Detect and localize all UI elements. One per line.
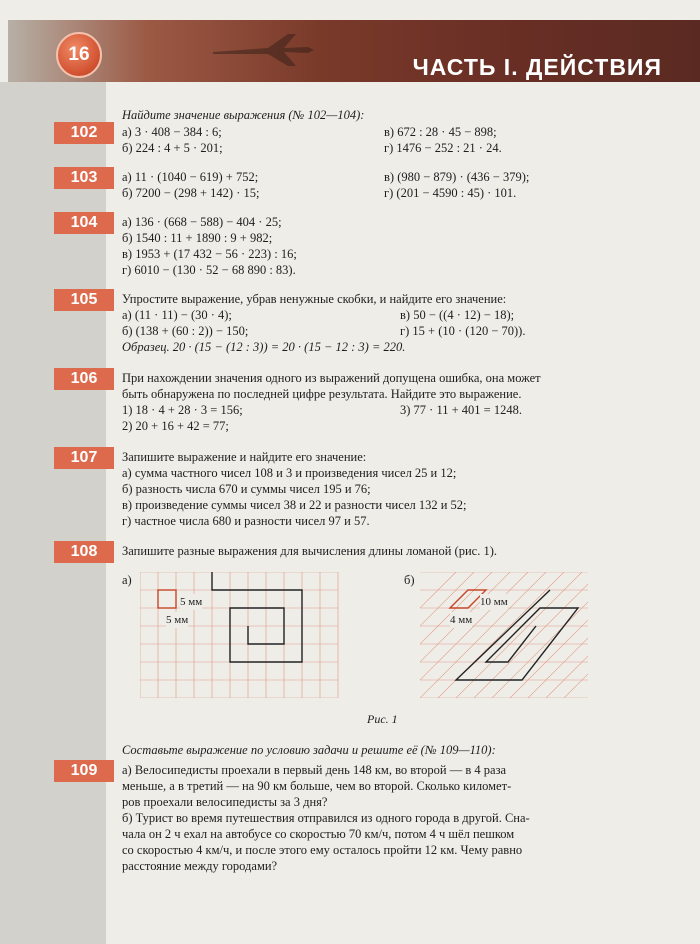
p103-b: б) 7200 − (298 + 142) · 15; bbox=[122, 186, 260, 200]
problem-number-102: 102 bbox=[54, 122, 114, 144]
p107-g: г) частное числа 680 и разности чисел 97 и 57. bbox=[122, 514, 370, 528]
p107-v: в) произведение суммы чисел 38 и 22 и разности чисел 132 и 52; bbox=[122, 498, 467, 512]
p105-text: Упростите выражение, убрав ненужные скобки, и найдите его значение: bbox=[122, 292, 507, 306]
airplane-icon bbox=[208, 30, 318, 70]
problem-number-106: 106 bbox=[54, 368, 114, 390]
p102-a: а) 3 · 408 − 384 : 6; bbox=[122, 125, 222, 139]
p104-g: г) 6010 − (130 · 52 − 68 890 : 83). bbox=[122, 263, 296, 277]
fig-a-dim2: 5 мм bbox=[166, 614, 189, 626]
p107-b: б) разность числа 670 и суммы чисел 195 и 76; bbox=[122, 482, 371, 496]
spiral-polyline bbox=[212, 572, 302, 662]
figure-a-grid bbox=[140, 572, 340, 698]
p102-v: в) 672 : 28 · 45 − 898; bbox=[384, 125, 497, 139]
p109-b2: чала он 2 ч ехал на автобусе со скоростью 70 км/ч, потом 4 ч шёл пешком bbox=[122, 827, 515, 841]
page-header bbox=[8, 20, 700, 82]
intro-109-110: Составьте выражение по условию задачи и решите её (№ 109—110): bbox=[122, 743, 496, 757]
p103-v: в) (980 − 879) · (436 − 379); bbox=[384, 170, 530, 184]
fig-a-label: а) bbox=[122, 573, 132, 587]
problem-number-103: 103 bbox=[54, 167, 114, 189]
p105-b: б) (138 + (60 : 2)) − 150; bbox=[122, 324, 249, 338]
fig-b-dim1: 10 мм bbox=[480, 596, 508, 608]
chapter-title: ЧАСТЬ I. ДЕЙСТВИЯ bbox=[412, 54, 662, 80]
p106-e2: 2) 20 + 16 + 42 = 77; bbox=[122, 419, 229, 433]
p109-b4: расстояние между городами? bbox=[122, 859, 278, 873]
p106-line2: быть обнаружена по последней цифре результата. Найдите это выражение. bbox=[122, 387, 522, 401]
p104-b: б) 1540 : 11 + 1890 : 9 + 982; bbox=[122, 231, 273, 245]
p105-g: г) 15 + (10 · (120 − 70)). bbox=[400, 324, 526, 338]
figure-caption: Рис. 1 bbox=[367, 712, 398, 726]
p106-e3: 3) 77 · 11 + 401 = 1248. bbox=[400, 403, 522, 417]
figure-b-grid bbox=[420, 572, 588, 698]
fig-b-dim2: 4 мм bbox=[450, 614, 473, 626]
problem-number-104: 104 bbox=[54, 212, 114, 234]
p106-line1: При нахождении значения одного из выражений допущена ошибка, она может bbox=[122, 371, 541, 385]
page-number: 16 bbox=[56, 32, 102, 78]
p106-e1: 1) 18 · 4 + 28 · 3 = 156; bbox=[122, 403, 243, 417]
p109-b3: со скоростью 4 км/ч, и после этого ему осталось пройти 12 км. Чему равно bbox=[122, 843, 523, 857]
problem-number-109: 109 bbox=[54, 760, 114, 782]
p102-g: г) 1476 − 252 : 21 · 24. bbox=[384, 141, 502, 155]
unit-square bbox=[158, 590, 176, 608]
problem-number-108: 108 bbox=[54, 541, 114, 563]
p107-text: Запишите выражение и найдите его значение: bbox=[122, 450, 367, 464]
p102-b: б) 224 : 4 + 5 · 201; bbox=[122, 141, 223, 155]
p104-v: в) 1953 + (17 432 − 56 · 223) : 16; bbox=[122, 247, 297, 261]
p104-a: а) 136 · (668 − 588) − 404 · 25; bbox=[122, 215, 282, 229]
fig-a-dim1: 5 мм bbox=[180, 596, 203, 608]
p107-a: а) сумма частного чисел 108 и 3 и произведения чисел 25 и 12; bbox=[122, 466, 457, 480]
p103-g: г) (201 − 4590 : 45) · 101. bbox=[384, 186, 517, 200]
p109-b1: б) Турист во время путешествия отправился из одного города в другой. Сна- bbox=[122, 811, 530, 825]
p109-a3: ров проехали велосипедисты за 3 дня? bbox=[122, 795, 328, 809]
p108-text: Запишите разные выражения для вычисления длины ломаной (рис. 1). bbox=[122, 544, 497, 558]
fig-b-label: б) bbox=[404, 573, 415, 587]
p105-v: в) 50 − ((4 · 12) − 18); bbox=[400, 308, 515, 322]
problem-number-105: 105 bbox=[54, 289, 114, 311]
p105-a: а) (11 · 11) − (30 · 4); bbox=[122, 308, 232, 322]
problem-number-107: 107 bbox=[54, 447, 114, 469]
p103-a: а) 11 · (1040 − 619) + 752; bbox=[122, 170, 259, 184]
intro-102-104: Найдите значение выражения (№ 102—104): bbox=[122, 108, 365, 122]
p105-sample: Образец. 20 · (15 − (12 : 3)) = 20 · (15 − 12 : 3) = 220. bbox=[122, 340, 406, 354]
p109-a1: а) Велосипедисты проехали в первый день 148 км, во второй — в 4 раза bbox=[122, 763, 507, 777]
p109-a2: меньше, а в третий — на 90 км больше, чем во второй. Сколько километ- bbox=[122, 779, 512, 793]
grid-lines bbox=[140, 572, 338, 698]
